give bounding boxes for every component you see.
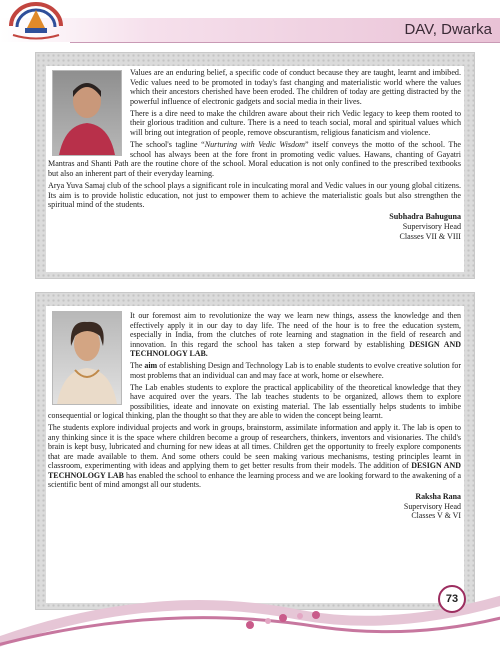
author-classes: Classes VII & VIII	[399, 231, 461, 241]
page-number: 73	[438, 585, 466, 613]
author-role: Supervisory Head	[403, 501, 461, 511]
signature-2	[48, 492, 461, 521]
author-photo-1	[52, 70, 122, 156]
article-2-paragraph: The Lab enables students to explore the practical applicability of the theoretical knowledge that they have acquired over the years. The lab teaches students to be organized, allows them to explore possibilities, ideate and innovate on existing material. The lab essentially helps students to imbibe consequential or logical thinking, plan the thought so that they are able to widen the concept being learnt.	[48, 382, 461, 420]
footer-decoration	[0, 575, 500, 647]
article-2-paragraph: It our foremost aim to revolutionize the way we learn new things, assess the knowledge and then effectively apply it in our day to day life. The need of the hour is to free the education system, especially in India, from the clutches of rote learning and stagnation in the field of research and innovation. In this regard the school has taken a step forward by establishing DESIGN AND TECHNOLOGY LAB.	[130, 311, 461, 358]
article-2-paragraph: The aim of establishing Design and Technology Lab is to enable students to evolve creative solution for most problems that an individual can and may face at work, home or elsewhere.	[130, 361, 462, 380]
article-1-paragraph: The school's tagline “Nurturing with Vedic Wisdom” itself conveys the motto of the school. The school has always been at the fore front in promoting vedic values. Hawans, chanting of Gayatri Mantras and Shanti Path are the routine chore of the school. Moral education is not only confined to the prescribed textbooks but also an inherent part of their everyday learning.	[48, 140, 462, 178]
article-1-paragraph: There is a dire need to make the children aware about their rich Vedic legacy to keep them rooted to their glorious tradition and culture. There is a need to teach social, moral and spiritual values which will bring out integration of people, remove obscurantism, religious fanaticism and violence.	[130, 108, 461, 138]
signature-1	[48, 212, 461, 241]
school-name: DAV, Dwarka	[404, 21, 492, 38]
author-name: Subhadra Bahuguna	[389, 212, 461, 222]
article-1-paragraph: Values are an enduring belief, a specific code of conduct because they are taught, learnt and imbibed. Vedic values need to be promoted in today's fast changing and materialistic world where the values which their ancestors cherished have been eroded. The children of today are getting distracted by the powerful influence of electronic gadgets and social media in their lives.	[130, 68, 461, 106]
article-1	[48, 68, 461, 241]
portrait-icon	[53, 312, 121, 404]
author-photo-2	[52, 311, 122, 405]
author-classes: Classes V & VI	[411, 511, 461, 521]
article-2-paragraph: The students explore individual projects and work in groups, brainstorm, assimilate information and apply it. The lab is open to any thinking since it is the space where children become a group of researchers, thinkers, inventors and visionaries. The child's brain is kept busy, lubricated and churning for new ideas at all times. Children get the opportunity to freely explore components that are made available to them. And some others could be seen making various mechanisms, testing principles learnt in classroom, experimenting with ideas and applying them to get better results from their models. The addition of DESIGN AND TECHNOLOGY LAB has enabled the school to enhance the learning process and we are looking forward to the awakening of a scientific bent of mind amongst all our students.	[48, 423, 461, 489]
header-rule	[70, 42, 500, 43]
portrait-icon	[53, 71, 121, 155]
author-role: Supervisory Head	[402, 221, 461, 231]
article-2	[48, 311, 461, 521]
author-name: Raksha Rana	[415, 492, 461, 501]
article-1-paragraph: Arya Yuva Samaj club of the school plays a significant role in inculcating moral and Vedic values in our young global citizens. Its aim is to provide holistic education, not just to empower them to achieve the materialistic goals but also strengthen the spiritual mind of the students.	[48, 181, 461, 210]
school-logo-icon	[5, 2, 67, 46]
